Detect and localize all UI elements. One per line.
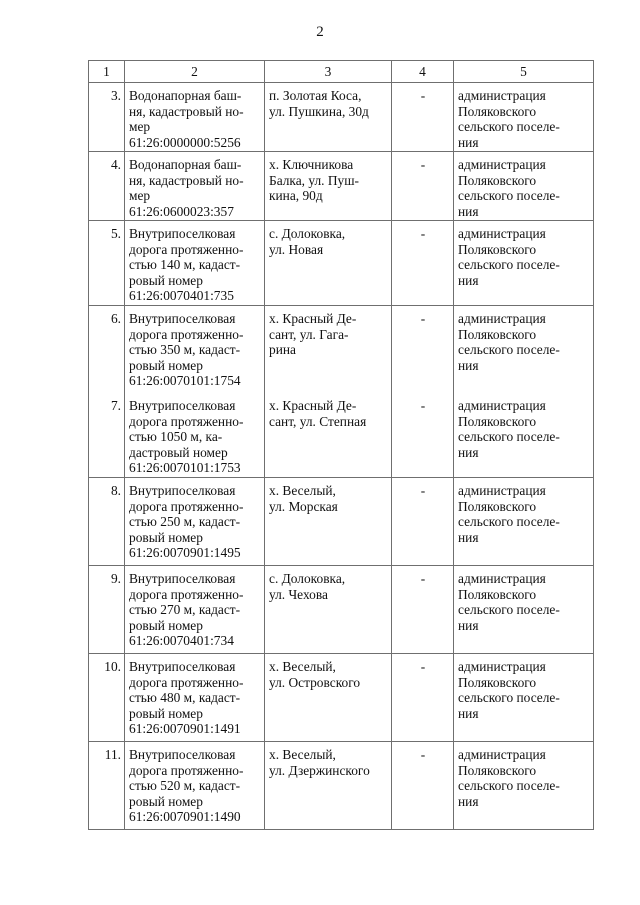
object-address: с. Долоковка, ул. Чехова	[265, 566, 392, 654]
column-4-value: -	[392, 654, 454, 742]
table-row	[89, 393, 594, 478]
column-4-value: -	[392, 221, 454, 306]
holder-name: администрация Поляковского сельского поселе- ния	[454, 83, 594, 152]
object-description: Внутрипоселковая дорога протяженно- стью 350 м, кадаст- ровый номер 61:26:0070101:1754	[125, 306, 265, 394]
column-header-2: 2	[125, 61, 265, 83]
table-row	[89, 654, 594, 742]
column-header-3: 3	[265, 61, 392, 83]
row-number: 6.	[89, 306, 125, 394]
row-number: 8.	[89, 478, 125, 566]
object-address: х. Веселый, ул. Морская	[265, 478, 392, 566]
object-description: Внутрипоселковая дорога протяженно- стью 250 м, кадаст- ровый номер 61:26:0070901:1495	[125, 478, 265, 566]
holder-name: администрация Поляковского сельского поселе- ния	[454, 478, 594, 566]
row-number: 4.	[89, 152, 125, 221]
table-row	[89, 478, 594, 566]
column-4-value: -	[392, 566, 454, 654]
holder-name: администрация Поляковского сельского поселе- ния	[454, 742, 594, 830]
object-description: Внутрипоселковая дорога протяженно- стью 480 м, кадаст- ровый номер 61:26:0070901:1491	[125, 654, 265, 742]
object-description: Внутрипоселковая дорога протяженно- стью 1050 м, ка- дастровый номер 61:26:0070101:1753	[125, 393, 265, 478]
row-number: 11.	[89, 742, 125, 830]
column-4-value: -	[392, 83, 454, 152]
object-address: с. Долоковка, ул. Новая	[265, 221, 392, 306]
object-address: х. Веселый, ул. Островского	[265, 654, 392, 742]
object-address: х. Ключникова Балка, ул. Пуш- кина, 90д	[265, 152, 392, 221]
column-4-value: -	[392, 478, 454, 566]
column-4-value: -	[392, 306, 454, 394]
object-address: х. Красный Де- сант, ул. Гага- рина	[265, 306, 392, 394]
row-number: 3.	[89, 83, 125, 152]
row-number: 7.	[89, 393, 125, 478]
table-row	[89, 742, 594, 830]
holder-name: администрация Поляковского сельского поселе- ния	[454, 654, 594, 742]
holder-name: администрация Поляковского сельского поселе- ния	[454, 566, 594, 654]
page-number: 2	[316, 24, 324, 40]
object-address: х. Красный Де- сант, ул. Степная	[265, 393, 392, 478]
table-row	[89, 221, 594, 306]
table-row	[89, 566, 594, 654]
object-address: х. Веселый, ул. Дзержинского	[265, 742, 392, 830]
column-header-4: 4	[392, 61, 454, 83]
row-number: 5.	[89, 221, 125, 306]
holder-name: администрация Поляковского сельского поселе- ния	[454, 221, 594, 306]
table-row	[89, 83, 594, 152]
property-register-table	[88, 60, 594, 830]
object-description: Водонапорная баш- ня, кадастровый но- мер 61:26:0600023:357	[125, 152, 265, 221]
object-address: п. Золотая Коса, ул. Пушкина, 30д	[265, 83, 392, 152]
row-number: 9.	[89, 566, 125, 654]
row-number: 10.	[89, 654, 125, 742]
column-4-value: -	[392, 742, 454, 830]
object-description: Водонапорная баш- ня, кадастровый но- мер 61:26:0000000:5256	[125, 83, 265, 152]
column-header-5: 5	[454, 61, 594, 83]
object-description: Внутрипоселковая дорога протяженно- стью 520 м, кадаст- ровый номер 61:26:0070901:1490	[125, 742, 265, 830]
holder-name: администрация Поляковского сельского поселе- ния	[454, 152, 594, 221]
header-row	[89, 61, 594, 83]
table-row	[89, 306, 594, 394]
column-4-value: -	[392, 393, 454, 478]
column-header-1: 1	[89, 61, 125, 83]
object-description: Внутрипоселковая дорога протяженно- стью 270 м, кадаст- ровый номер 61:26:0070401:734	[125, 566, 265, 654]
table-row	[89, 152, 594, 221]
holder-name: администрация Поляковского сельского поселе- ния	[454, 393, 594, 478]
holder-name: администрация Поляковского сельского поселе- ния	[454, 306, 594, 394]
object-description: Внутрипоселковая дорога протяженно- стью 140 м, кадаст- ровый номер 61:26:0070401:735	[125, 221, 265, 306]
column-4-value: -	[392, 152, 454, 221]
